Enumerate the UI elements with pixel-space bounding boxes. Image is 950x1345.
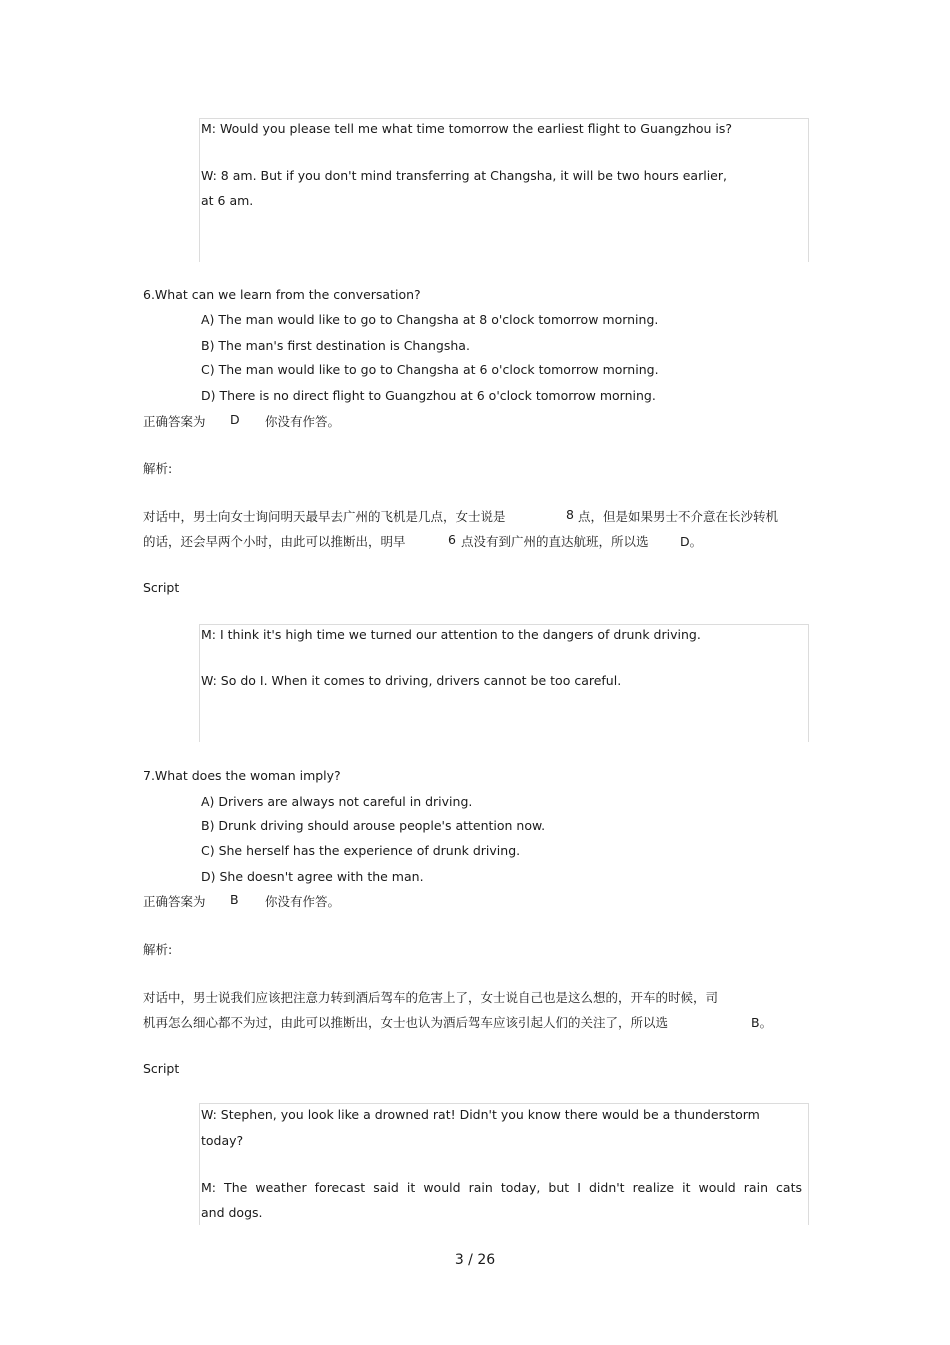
q7-status: 你没有作答。 bbox=[265, 894, 341, 909]
q6-analysis-p3: 的话，还会早两个小时，由此可以推断出，明早 bbox=[143, 534, 406, 549]
page-number: 3 / 26 bbox=[454, 1252, 496, 1268]
q6-answer-label: 正确答案为 bbox=[143, 414, 206, 429]
q6-analysis-end: D。 bbox=[680, 534, 703, 549]
q7-answer-label: 正确答案为 bbox=[143, 894, 206, 909]
script3-line1b: today? bbox=[201, 1133, 244, 1148]
q6-option-c: C) The man would like to go to Changsha at 6 o'clock tomorrow morning. bbox=[201, 362, 659, 377]
script1-line2a: W: 8 am. But if you don't mind transferring at Changsha, it will be two hours earlier, bbox=[201, 168, 727, 183]
script3-line1a: W: Stephen, you look like a drowned rat! Didn't you know there would be a thunderstorm bbox=[201, 1107, 760, 1122]
q6-analysis-p4: 点没有到广州的直达航班，所以选 bbox=[461, 534, 649, 549]
script1-line2b: at 6 am. bbox=[201, 193, 254, 208]
q6-answer: D bbox=[230, 412, 240, 427]
q7-option-a: A) Drivers are always not careful in driving. bbox=[201, 794, 473, 809]
q7-analysis-line2: 机再怎么细心都不为过，由此可以推断出，女士也认为酒后驾车应该引起人们的关注了，所以选 bbox=[143, 1015, 669, 1030]
script2-line1: M: I think it's high time we turned our attention to the dangers of drunk driving. bbox=[201, 627, 701, 642]
q7-option-b: B) Drunk driving should arouse people's attention now. bbox=[201, 818, 546, 833]
q6-analysis-n1: 8 bbox=[566, 507, 574, 522]
q7-option-d: D) She doesn't agree with the man. bbox=[201, 869, 424, 884]
question-6: 6.What can we learn from the conversation? bbox=[143, 287, 421, 302]
q7-analysis-end: B。 bbox=[751, 1015, 773, 1030]
script3-line2a: M: The weather forecast said it would rain today, but I didn't realize it would rain cats bbox=[201, 1180, 802, 1195]
script1-line1: M: Would you please tell me what time tomorrow the earliest flight to Guangzhou is? bbox=[201, 121, 733, 136]
q7-answer: B bbox=[230, 892, 239, 907]
q6-option-b: B) The man's first destination is Changsha. bbox=[201, 338, 470, 353]
q6-analysis-label: 解析: bbox=[143, 461, 173, 476]
q6-option-a: A) The man would like to go to Changsha at 8 o'clock tomorrow morning. bbox=[201, 312, 659, 327]
q7-analysis-line1: 对话中，男士说我们应该把注意力转到酒后驾车的危害上了，女士说自己也是这么想的，开车的时候，司 bbox=[143, 990, 719, 1005]
script-label-2: Script bbox=[143, 580, 180, 595]
q7-analysis-label: 解析: bbox=[143, 942, 173, 957]
question-7: 7.What does the woman imply? bbox=[143, 768, 341, 783]
q6-analysis-p1: 对话中，男士向女士询问明天最早去广州的飞机是几点，女士说是 bbox=[143, 509, 506, 524]
script3-line2b: and dogs. bbox=[201, 1205, 263, 1220]
script2-line2: W: So do I. When it comes to driving, drivers cannot be too careful. bbox=[201, 673, 622, 688]
script-box-1 bbox=[199, 118, 809, 262]
q6-analysis-n2: 6 bbox=[448, 532, 456, 547]
q6-status: 你没有作答。 bbox=[265, 414, 341, 429]
script-label-3: Script bbox=[143, 1061, 180, 1076]
q7-option-c: C) She herself has the experience of drunk driving. bbox=[201, 843, 521, 858]
q6-analysis-p2: 点，但是如果男士不介意在长沙转机 bbox=[578, 509, 779, 524]
q6-option-d: D) There is no direct flight to Guangzhou at 6 o'clock tomorrow morning. bbox=[201, 388, 656, 403]
